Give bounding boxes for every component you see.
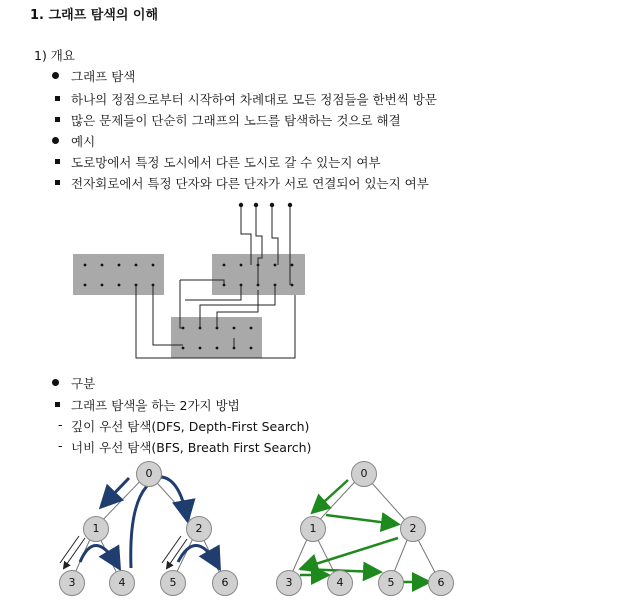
page-title: 1. 그래프 탐색의 이해 — [30, 8, 159, 23]
section-heading: 1) 개요 — [34, 48, 75, 63]
list-item: 도로망에서 특정 도시에서 다른 도시로 갈 수 있는지 여부 — [71, 155, 381, 170]
graph-node: 1 — [83, 516, 109, 542]
graph-node: 3 — [276, 570, 302, 596]
bfs-arrow — [314, 480, 348, 511]
list-item: 구분 — [71, 376, 96, 391]
graph-node: 3 — [59, 570, 85, 596]
list-item: 그래프 탐색 — [71, 69, 136, 84]
graph-node: 5 — [160, 570, 186, 596]
graph-node: 1 — [300, 516, 326, 542]
dash-bullet: - — [58, 417, 63, 432]
bfs-arrow — [326, 515, 396, 524]
graph-node: 6 — [212, 570, 238, 596]
list-item: 하나의 정점으로부터 시작하여 차례대로 모든 정점들을 한번씩 방문 — [71, 92, 437, 107]
list-item: 깊이 우선 탐색(DFS, Depth-First Search) — [71, 419, 310, 434]
bfs-arrow — [303, 538, 398, 568]
graph-node: 2 — [400, 516, 426, 542]
graph-node: 6 — [428, 570, 454, 596]
list-item: 예시 — [71, 134, 96, 149]
graph-node: 0 — [351, 461, 377, 487]
graph-node: 4 — [109, 570, 135, 596]
graph-node: 0 — [136, 461, 162, 487]
list-item: 많은 문제들이 단순히 그래프의 노드를 탐색하는 것으로 해결 — [71, 113, 401, 128]
graph-node: 2 — [186, 516, 212, 542]
list-item: 전자회로에서 특정 단자와 다른 단자가 서로 연결되어 있는지 여부 — [71, 176, 429, 191]
graph-node: 5 — [378, 570, 404, 596]
graph-node: 4 — [327, 570, 353, 596]
list-item: 너비 우선 탐색(BFS, Breath First Search) — [71, 440, 312, 455]
dash-bullet: - — [58, 438, 63, 453]
list-item: 그래프 탐색을 하는 2가지 방법 — [71, 398, 240, 413]
